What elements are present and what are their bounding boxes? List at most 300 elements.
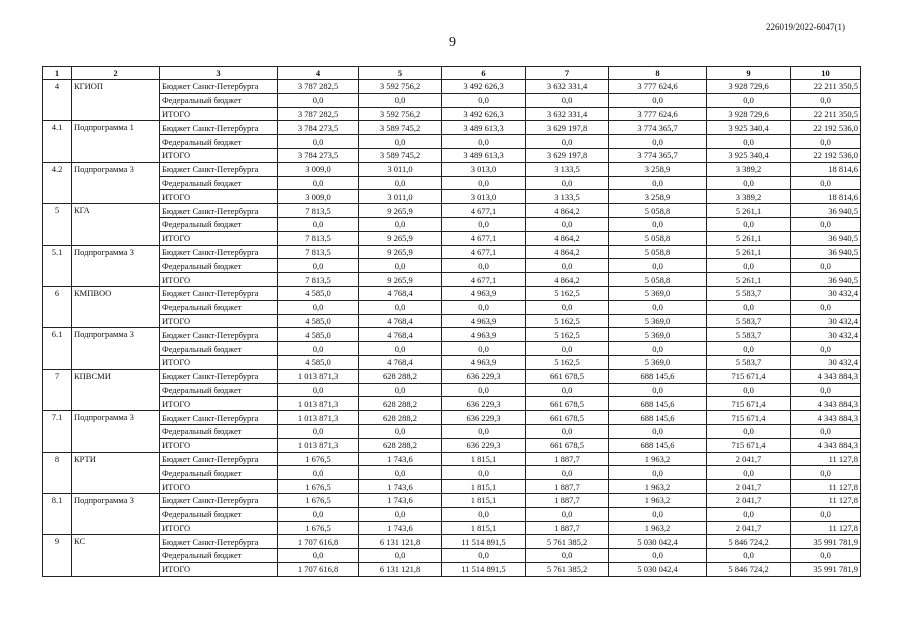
amount-cell: 0,0 bbox=[359, 507, 442, 521]
funding-source: ИТОГО bbox=[160, 397, 278, 411]
amount-cell: 0,0 bbox=[359, 424, 442, 438]
table-row bbox=[43, 273, 861, 287]
amount-cell: 4 963,9 bbox=[442, 286, 526, 300]
funding-source: Бюджет Санкт-Петербурга bbox=[160, 493, 278, 507]
table-row bbox=[43, 466, 861, 480]
amount-cell: 30 432,4 bbox=[791, 314, 861, 328]
amount-cell: 3 925 340,4 bbox=[707, 148, 791, 162]
amount-cell: 0,0 bbox=[707, 217, 791, 231]
funding-source: Бюджет Санкт-Петербурга bbox=[160, 286, 278, 300]
column-header: 6 bbox=[442, 67, 526, 80]
table-row bbox=[43, 259, 861, 273]
funding-source: ИТОГО bbox=[160, 480, 278, 494]
amount-cell: 0,0 bbox=[791, 424, 861, 438]
amount-cell: 5 030 042,4 bbox=[609, 535, 707, 549]
page-number: 9 bbox=[449, 35, 456, 50]
amount-cell: 2 041,7 bbox=[707, 480, 791, 494]
amount-cell: 4 343 884,3 bbox=[791, 369, 861, 383]
amount-cell: 4 864,2 bbox=[526, 204, 609, 218]
amount-cell: 4 585,0 bbox=[278, 286, 359, 300]
row-code: 6.1 bbox=[43, 328, 72, 369]
row-name: Подпрограмма 3 bbox=[72, 245, 160, 286]
table-row bbox=[43, 245, 861, 259]
amount-cell: 715 671,4 bbox=[707, 411, 791, 425]
amount-cell: 5 761 385,2 bbox=[526, 562, 609, 576]
amount-cell: 3 492 626,3 bbox=[442, 107, 526, 121]
amount-cell: 4 864,2 bbox=[526, 245, 609, 259]
amount-cell: 35 991 781,9 bbox=[791, 562, 861, 576]
funding-source: ИТОГО bbox=[160, 231, 278, 245]
amount-cell: 4 768,4 bbox=[359, 286, 442, 300]
amount-cell: 1 676,5 bbox=[278, 452, 359, 466]
funding-source: Федеральный бюджет bbox=[160, 135, 278, 149]
table-row bbox=[43, 342, 861, 356]
amount-cell: 1 815,1 bbox=[442, 480, 526, 494]
amount-cell: 0,0 bbox=[278, 135, 359, 149]
funding-source: ИТОГО bbox=[160, 148, 278, 162]
amount-cell: 22 211 350,5 bbox=[791, 107, 861, 121]
amount-cell: 3 629 197,8 bbox=[526, 148, 609, 162]
amount-cell: 3 784 273,5 bbox=[278, 121, 359, 135]
row-code: 8.1 bbox=[43, 493, 72, 534]
amount-cell: 0,0 bbox=[278, 93, 359, 107]
table-row bbox=[43, 383, 861, 397]
amount-cell: 3 009,0 bbox=[278, 162, 359, 176]
amount-cell: 3 011,0 bbox=[359, 162, 442, 176]
amount-cell: 0,0 bbox=[791, 342, 861, 356]
amount-cell: 3 489 613,3 bbox=[442, 121, 526, 135]
amount-cell: 5 583,7 bbox=[707, 355, 791, 369]
amount-cell: 4 768,4 bbox=[359, 355, 442, 369]
amount-cell: 0,0 bbox=[526, 93, 609, 107]
amount-cell: 1 743,6 bbox=[359, 480, 442, 494]
funding-source: Бюджет Санкт-Петербурга bbox=[160, 452, 278, 466]
table-row bbox=[43, 411, 861, 425]
amount-cell: 7 813,5 bbox=[278, 231, 359, 245]
amount-cell: 3 632 331,4 bbox=[526, 80, 609, 94]
amount-cell: 0,0 bbox=[359, 176, 442, 190]
amount-cell: 0,0 bbox=[707, 300, 791, 314]
row-name: КРТИ bbox=[72, 452, 160, 493]
amount-cell: 30 432,4 bbox=[791, 286, 861, 300]
amount-cell: 1 676,5 bbox=[278, 480, 359, 494]
column-header: 9 bbox=[707, 67, 791, 80]
amount-cell: 3 928 729,6 bbox=[707, 80, 791, 94]
amount-cell: 4 768,4 bbox=[359, 328, 442, 342]
amount-cell: 3 258,9 bbox=[609, 162, 707, 176]
amount-cell: 22 192 536,0 bbox=[791, 121, 861, 135]
row-code: 7.1 bbox=[43, 411, 72, 452]
amount-cell: 0,0 bbox=[791, 383, 861, 397]
amount-cell: 1 743,6 bbox=[359, 493, 442, 507]
amount-cell: 4 864,2 bbox=[526, 231, 609, 245]
amount-cell: 0,0 bbox=[278, 176, 359, 190]
row-name: Подпрограмма 3 bbox=[72, 162, 160, 203]
amount-cell: 6 131 121,8 bbox=[359, 562, 442, 576]
amount-cell: 0,0 bbox=[791, 549, 861, 563]
amount-cell: 1 887,7 bbox=[526, 480, 609, 494]
amount-cell: 3 133,5 bbox=[526, 162, 609, 176]
funding-source: Бюджет Санкт-Петербурга bbox=[160, 204, 278, 218]
amount-cell: 0,0 bbox=[359, 259, 442, 273]
amount-cell: 5 058,8 bbox=[609, 273, 707, 287]
table-row bbox=[43, 452, 861, 466]
amount-cell: 0,0 bbox=[278, 549, 359, 563]
table-row bbox=[43, 562, 861, 576]
amount-cell: 4 585,0 bbox=[278, 314, 359, 328]
amount-cell: 4 585,0 bbox=[278, 328, 359, 342]
row-code: 5.1 bbox=[43, 245, 72, 286]
row-name: Подпрограмма 3 bbox=[72, 411, 160, 452]
amount-cell: 0,0 bbox=[526, 424, 609, 438]
amount-cell: 3 009,0 bbox=[278, 190, 359, 204]
amount-cell: 0,0 bbox=[442, 176, 526, 190]
amount-cell: 5 369,0 bbox=[609, 286, 707, 300]
column-header: 4 bbox=[278, 67, 359, 80]
amount-cell: 36 940,5 bbox=[791, 245, 861, 259]
row-name: Подпрограмма 3 bbox=[72, 493, 160, 534]
table-row bbox=[43, 314, 861, 328]
amount-cell: 5 162,5 bbox=[526, 355, 609, 369]
amount-cell: 18 814,6 bbox=[791, 190, 861, 204]
table-row bbox=[43, 231, 861, 245]
amount-cell: 0,0 bbox=[359, 342, 442, 356]
amount-cell: 661 678,5 bbox=[526, 397, 609, 411]
row-code: 6 bbox=[43, 286, 72, 327]
amount-cell: 0,0 bbox=[359, 93, 442, 107]
funding-source: Бюджет Санкт-Петербурга bbox=[160, 411, 278, 425]
amount-cell: 1 963,2 bbox=[609, 452, 707, 466]
amount-cell: 636 229,3 bbox=[442, 411, 526, 425]
amount-cell: 0,0 bbox=[359, 383, 442, 397]
amount-cell: 0,0 bbox=[526, 135, 609, 149]
amount-cell: 0,0 bbox=[609, 466, 707, 480]
amount-cell: 2 041,7 bbox=[707, 452, 791, 466]
column-header: 8 bbox=[609, 67, 707, 80]
amount-cell: 5 846 724,2 bbox=[707, 535, 791, 549]
amount-cell: 9 265,9 bbox=[359, 273, 442, 287]
amount-cell: 3 258,9 bbox=[609, 190, 707, 204]
amount-cell: 3 589 745,2 bbox=[359, 121, 442, 135]
amount-cell: 636 229,3 bbox=[442, 397, 526, 411]
amount-cell: 1 963,2 bbox=[609, 493, 707, 507]
amount-cell: 0,0 bbox=[278, 424, 359, 438]
amount-cell: 3 011,0 bbox=[359, 190, 442, 204]
table-row bbox=[43, 397, 861, 411]
amount-cell: 0,0 bbox=[791, 93, 861, 107]
amount-cell: 0,0 bbox=[442, 259, 526, 273]
amount-cell: 0,0 bbox=[278, 507, 359, 521]
amount-cell: 11 127,8 bbox=[791, 452, 861, 466]
amount-cell: 4 343 884,3 bbox=[791, 397, 861, 411]
funding-source: Федеральный бюджет bbox=[160, 93, 278, 107]
amount-cell: 0,0 bbox=[609, 259, 707, 273]
amount-cell: 1 887,7 bbox=[526, 521, 609, 535]
amount-cell: 0,0 bbox=[278, 342, 359, 356]
amount-cell: 0,0 bbox=[791, 507, 861, 521]
amount-cell: 0,0 bbox=[442, 342, 526, 356]
amount-cell: 661 678,5 bbox=[526, 369, 609, 383]
amount-cell: 0,0 bbox=[278, 300, 359, 314]
amount-cell: 3 774 365,7 bbox=[609, 121, 707, 135]
amount-cell: 5 162,5 bbox=[526, 314, 609, 328]
amount-cell: 628 288,2 bbox=[359, 411, 442, 425]
funding-source: ИТОГО bbox=[160, 521, 278, 535]
amount-cell: 7 813,5 bbox=[278, 245, 359, 259]
amount-cell: 4 963,9 bbox=[442, 314, 526, 328]
amount-cell: 3 489 613,3 bbox=[442, 148, 526, 162]
table-row bbox=[43, 369, 861, 383]
funding-source: ИТОГО bbox=[160, 107, 278, 121]
amount-cell: 36 940,5 bbox=[791, 231, 861, 245]
row-code: 4 bbox=[43, 80, 72, 121]
table-row bbox=[43, 493, 861, 507]
amount-cell: 4 343 884,3 bbox=[791, 411, 861, 425]
amount-cell: 3 632 331,4 bbox=[526, 107, 609, 121]
budget-table bbox=[42, 66, 861, 577]
amount-cell: 9 265,9 bbox=[359, 245, 442, 259]
amount-cell: 5 583,7 bbox=[707, 328, 791, 342]
amount-cell: 1 707 616,8 bbox=[278, 535, 359, 549]
amount-cell: 0,0 bbox=[609, 507, 707, 521]
amount-cell: 9 265,9 bbox=[359, 231, 442, 245]
row-code: 4.2 bbox=[43, 162, 72, 203]
column-header: 7 bbox=[526, 67, 609, 80]
amount-cell: 0,0 bbox=[707, 259, 791, 273]
amount-cell: 4 677,1 bbox=[442, 204, 526, 218]
amount-cell: 3 592 756,2 bbox=[359, 80, 442, 94]
amount-cell: 3 013,0 bbox=[442, 190, 526, 204]
amount-cell: 0,0 bbox=[526, 259, 609, 273]
amount-cell: 0,0 bbox=[791, 466, 861, 480]
row-name: КГА bbox=[72, 204, 160, 245]
amount-cell: 4 343 884,3 bbox=[791, 438, 861, 452]
table-row bbox=[43, 549, 861, 563]
amount-cell: 688 145,6 bbox=[609, 369, 707, 383]
column-header: 1 bbox=[43, 67, 72, 80]
amount-cell: 0,0 bbox=[526, 466, 609, 480]
table-row bbox=[43, 107, 861, 121]
funding-source: ИТОГО bbox=[160, 562, 278, 576]
document-id: 226019/2022-6047(1) bbox=[766, 22, 845, 32]
amount-cell: 636 229,3 bbox=[442, 438, 526, 452]
header-row bbox=[43, 67, 861, 80]
table-row bbox=[43, 148, 861, 162]
amount-cell: 0,0 bbox=[609, 424, 707, 438]
amount-cell: 1 963,2 bbox=[609, 521, 707, 535]
amount-cell: 4 585,0 bbox=[278, 355, 359, 369]
amount-cell: 0,0 bbox=[707, 383, 791, 397]
amount-cell: 5 058,8 bbox=[609, 231, 707, 245]
row-name: Подпрограмма 3 bbox=[72, 328, 160, 369]
amount-cell: 0,0 bbox=[707, 93, 791, 107]
funding-source: Федеральный бюджет bbox=[160, 217, 278, 231]
row-name: КС bbox=[72, 535, 160, 576]
amount-cell: 0,0 bbox=[442, 466, 526, 480]
row-code: 7 bbox=[43, 369, 72, 410]
amount-cell: 0,0 bbox=[609, 135, 707, 149]
amount-cell: 628 288,2 bbox=[359, 438, 442, 452]
amount-cell: 3 777 624,6 bbox=[609, 107, 707, 121]
amount-cell: 0,0 bbox=[526, 507, 609, 521]
row-name: Подпрограмма 1 bbox=[72, 121, 160, 162]
table-row bbox=[43, 121, 861, 135]
funding-source: Федеральный бюджет bbox=[160, 259, 278, 273]
amount-cell: 2 041,7 bbox=[707, 521, 791, 535]
table-body bbox=[43, 80, 861, 577]
amount-cell: 1 887,7 bbox=[526, 452, 609, 466]
amount-cell: 715 671,4 bbox=[707, 397, 791, 411]
amount-cell: 5 761 385,2 bbox=[526, 535, 609, 549]
table-row bbox=[43, 328, 861, 342]
amount-cell: 0,0 bbox=[707, 135, 791, 149]
amount-cell: 11 514 891,5 bbox=[442, 562, 526, 576]
amount-cell: 3 777 624,6 bbox=[609, 80, 707, 94]
amount-cell: 0,0 bbox=[609, 93, 707, 107]
amount-cell: 0,0 bbox=[278, 466, 359, 480]
amount-cell: 1 815,1 bbox=[442, 493, 526, 507]
funding-source: ИТОГО bbox=[160, 273, 278, 287]
amount-cell: 11 127,8 bbox=[791, 480, 861, 494]
column-header: 10 bbox=[791, 67, 861, 80]
amount-cell: 5 058,8 bbox=[609, 204, 707, 218]
amount-cell: 4 677,1 bbox=[442, 273, 526, 287]
amount-cell: 0,0 bbox=[526, 217, 609, 231]
amount-cell: 2 041,7 bbox=[707, 493, 791, 507]
funding-source: Федеральный бюджет bbox=[160, 342, 278, 356]
amount-cell: 3 492 626,3 bbox=[442, 80, 526, 94]
amount-cell: 5 261,1 bbox=[707, 273, 791, 287]
amount-cell: 628 288,2 bbox=[359, 397, 442, 411]
amount-cell: 0,0 bbox=[791, 259, 861, 273]
amount-cell: 1 676,5 bbox=[278, 493, 359, 507]
table-row bbox=[43, 93, 861, 107]
amount-cell: 11 514 891,5 bbox=[442, 535, 526, 549]
amount-cell: 35 991 781,9 bbox=[791, 535, 861, 549]
amount-cell: 0,0 bbox=[791, 135, 861, 149]
table-row bbox=[43, 480, 861, 494]
amount-cell: 5 583,7 bbox=[707, 286, 791, 300]
amount-cell: 5 162,5 bbox=[526, 286, 609, 300]
amount-cell: 0,0 bbox=[526, 342, 609, 356]
amount-cell: 715 671,4 bbox=[707, 369, 791, 383]
amount-cell: 1 013 871,3 bbox=[278, 438, 359, 452]
amount-cell: 1 815,1 bbox=[442, 521, 526, 535]
amount-cell: 4 677,1 bbox=[442, 245, 526, 259]
amount-cell: 688 145,6 bbox=[609, 438, 707, 452]
amount-cell: 5 369,0 bbox=[609, 355, 707, 369]
amount-cell: 4 677,1 bbox=[442, 231, 526, 245]
amount-cell: 22 211 350,5 bbox=[791, 80, 861, 94]
amount-cell: 5 261,1 bbox=[707, 231, 791, 245]
amount-cell: 0,0 bbox=[359, 217, 442, 231]
table-row bbox=[43, 135, 861, 149]
amount-cell: 1 676,5 bbox=[278, 521, 359, 535]
table-row bbox=[43, 424, 861, 438]
amount-cell: 4 768,4 bbox=[359, 314, 442, 328]
amount-cell: 0,0 bbox=[442, 383, 526, 397]
amount-cell: 0,0 bbox=[442, 135, 526, 149]
row-code: 4.1 bbox=[43, 121, 72, 162]
funding-source: Федеральный бюджет bbox=[160, 424, 278, 438]
amount-cell: 36 940,5 bbox=[791, 204, 861, 218]
funding-source: Федеральный бюджет bbox=[160, 507, 278, 521]
amount-cell: 3 787 282,5 bbox=[278, 80, 359, 94]
amount-cell: 5 261,1 bbox=[707, 245, 791, 259]
column-header: 2 bbox=[72, 67, 160, 80]
amount-cell: 0,0 bbox=[609, 342, 707, 356]
amount-cell: 0,0 bbox=[442, 507, 526, 521]
table-row bbox=[43, 438, 861, 452]
funding-source: Федеральный бюджет bbox=[160, 383, 278, 397]
funding-source: ИТОГО bbox=[160, 314, 278, 328]
amount-cell: 1 815,1 bbox=[442, 452, 526, 466]
amount-cell: 3 787 282,5 bbox=[278, 107, 359, 121]
amount-cell: 5 058,8 bbox=[609, 245, 707, 259]
row-code: 5 bbox=[43, 204, 72, 245]
funding-source: Бюджет Санкт-Петербурга bbox=[160, 535, 278, 549]
amount-cell: 0,0 bbox=[526, 383, 609, 397]
amount-cell: 11 127,8 bbox=[791, 493, 861, 507]
amount-cell: 6 131 121,8 bbox=[359, 535, 442, 549]
amount-cell: 4 963,9 bbox=[442, 355, 526, 369]
amount-cell: 1 013 871,3 bbox=[278, 397, 359, 411]
amount-cell: 18 814,6 bbox=[791, 162, 861, 176]
amount-cell: 30 432,4 bbox=[791, 355, 861, 369]
table-row bbox=[43, 507, 861, 521]
amount-cell: 30 432,4 bbox=[791, 328, 861, 342]
amount-cell: 0,0 bbox=[707, 507, 791, 521]
amount-cell: 0,0 bbox=[526, 549, 609, 563]
amount-cell: 5 261,1 bbox=[707, 204, 791, 218]
amount-cell: 0,0 bbox=[359, 300, 442, 314]
funding-source: Федеральный бюджет bbox=[160, 466, 278, 480]
funding-source: Бюджет Санкт-Петербурга bbox=[160, 80, 278, 94]
table-row bbox=[43, 300, 861, 314]
amount-cell: 0,0 bbox=[791, 217, 861, 231]
amount-cell: 11 127,8 bbox=[791, 521, 861, 535]
amount-cell: 5 369,0 bbox=[609, 314, 707, 328]
funding-source: Бюджет Санкт-Петербурга bbox=[160, 162, 278, 176]
table-row bbox=[43, 190, 861, 204]
amount-cell: 0,0 bbox=[278, 217, 359, 231]
amount-cell: 5 846 724,2 bbox=[707, 562, 791, 576]
funding-source: Бюджет Санкт-Петербурга bbox=[160, 121, 278, 135]
amount-cell: 1 743,6 bbox=[359, 521, 442, 535]
amount-cell: 636 229,3 bbox=[442, 369, 526, 383]
table-row bbox=[43, 80, 861, 94]
amount-cell: 3 784 273,5 bbox=[278, 148, 359, 162]
amount-cell: 3 928 729,6 bbox=[707, 107, 791, 121]
amount-cell: 0,0 bbox=[442, 424, 526, 438]
amount-cell: 0,0 bbox=[707, 424, 791, 438]
amount-cell: 5 162,5 bbox=[526, 328, 609, 342]
funding-source: ИТОГО bbox=[160, 355, 278, 369]
amount-cell: 1 013 871,3 bbox=[278, 369, 359, 383]
amount-cell: 7 813,5 bbox=[278, 273, 359, 287]
funding-source: Федеральный бюджет bbox=[160, 300, 278, 314]
row-name: КГИОП bbox=[72, 80, 160, 121]
amount-cell: 3 389,2 bbox=[707, 162, 791, 176]
amount-cell: 0,0 bbox=[609, 549, 707, 563]
row-name: КПВСМИ bbox=[72, 369, 160, 410]
amount-cell: 3 589 745,2 bbox=[359, 148, 442, 162]
table-row bbox=[43, 355, 861, 369]
table-row bbox=[43, 176, 861, 190]
column-header: 5 bbox=[359, 67, 442, 80]
amount-cell: 3 592 756,2 bbox=[359, 107, 442, 121]
amount-cell: 1 743,6 bbox=[359, 452, 442, 466]
